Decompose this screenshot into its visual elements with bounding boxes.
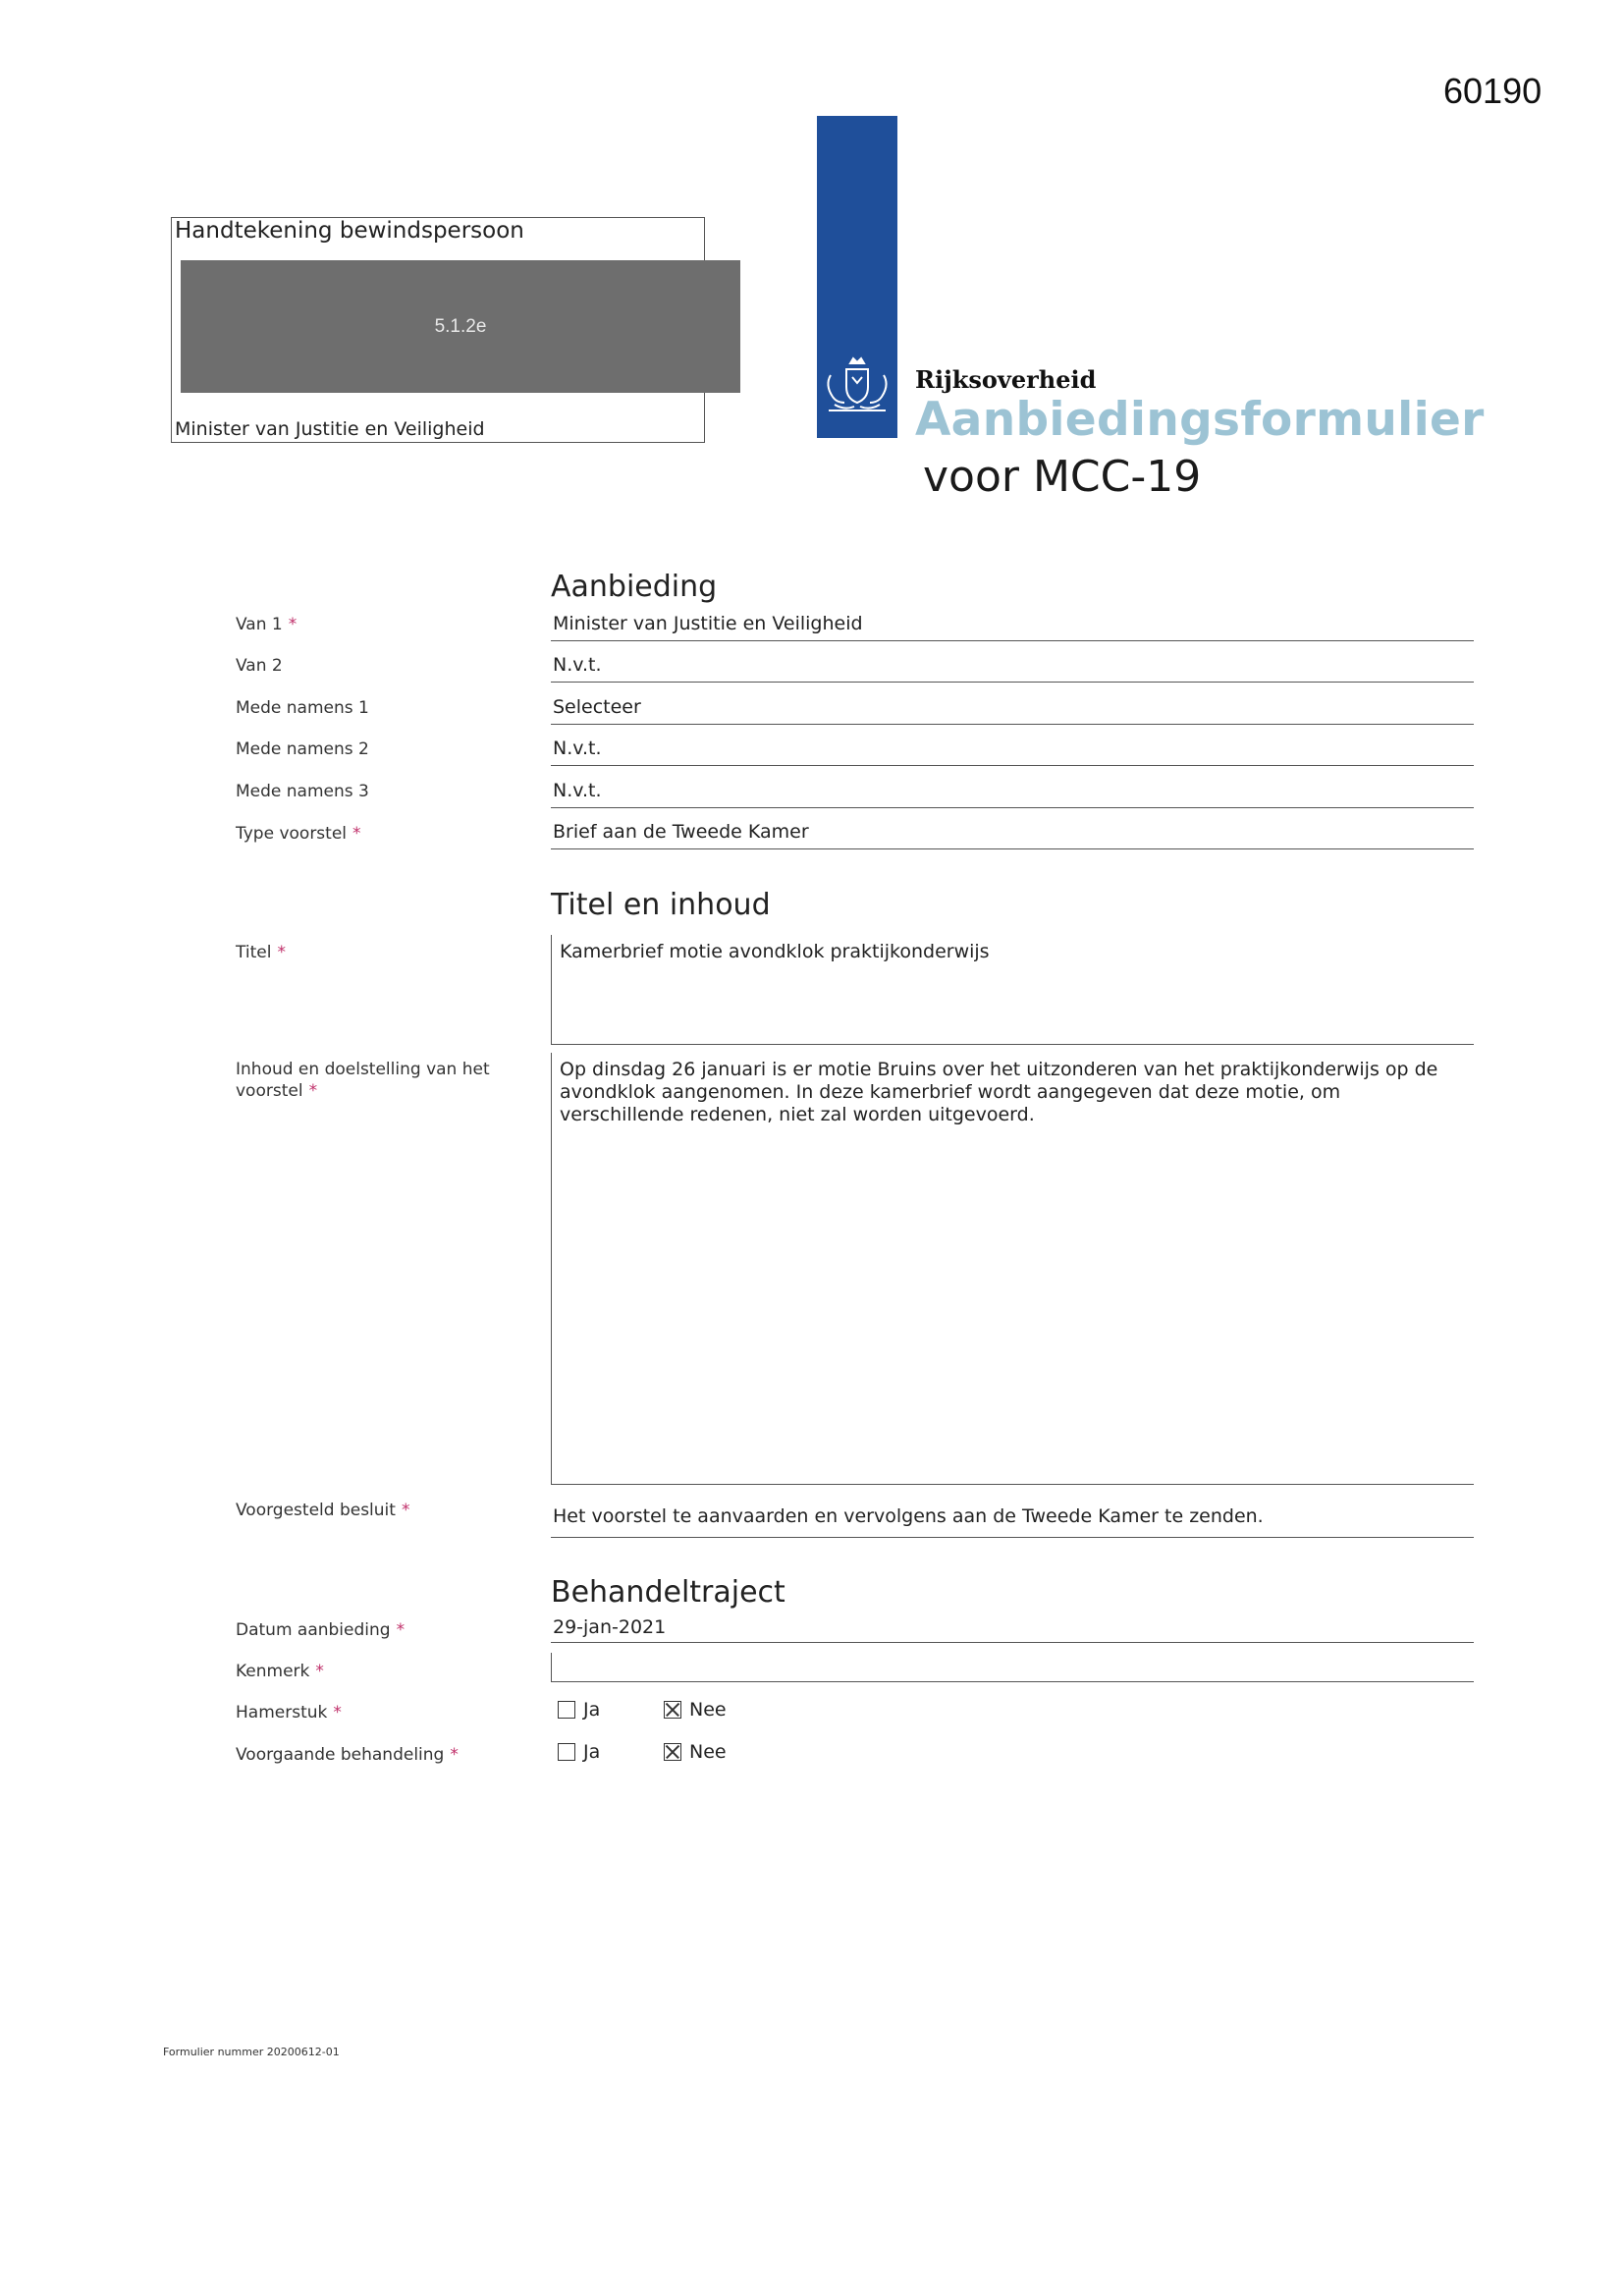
field-underline <box>551 848 1474 849</box>
hamerstuk-ja-label: Ja <box>583 1699 601 1721</box>
label-type: Type voorstel * <box>236 824 361 844</box>
hamerstuk-nee-checkbox[interactable] <box>664 1701 681 1719</box>
label-titel: Titel * <box>236 943 286 962</box>
field-underline <box>551 640 1474 641</box>
field-underline <box>551 724 1474 725</box>
document-number: 60190 <box>1443 71 1543 111</box>
field-underline <box>551 1642 1474 1643</box>
hamerstuk-nee-label: Nee <box>689 1699 727 1721</box>
voorgaande-nee-checkbox[interactable] <box>664 1743 681 1761</box>
required-marker: * <box>277 943 286 962</box>
required-marker: * <box>450 1745 459 1765</box>
form-title: Aanbiedingsformulier <box>915 393 1485 447</box>
hamerstuk-ja-option[interactable] <box>558 1699 664 1721</box>
field-van2[interactable]: N.v.t. <box>553 654 602 676</box>
label-hamerstuk: Hamerstuk * <box>236 1703 342 1722</box>
hamerstuk-options <box>558 1699 727 1721</box>
label-mede3: Mede namens 3 <box>236 782 369 801</box>
label-voorgaande: Voorgaande behandeling * <box>236 1745 459 1765</box>
field-type[interactable]: Brief aan de Tweede Kamer <box>553 821 809 843</box>
label-datum: Datum aanbieding * <box>236 1620 406 1640</box>
section-title-aanbieding: Aanbieding <box>551 570 718 604</box>
label-besluit: Voorgesteld besluit * <box>236 1501 410 1520</box>
field-mede1[interactable]: Selecteer <box>553 696 641 718</box>
section-title-behandeltraject: Behandeltraject <box>551 1575 785 1610</box>
signature-title: Handtekening bewindspersoon <box>175 218 524 244</box>
field-van1[interactable]: Minister van Justitie en Veiligheid <box>553 613 863 634</box>
voorgaande-options <box>558 1741 727 1763</box>
label-kenmerk: Kenmerk * <box>236 1662 324 1681</box>
form-subtitle: voor MCC-19 <box>923 452 1202 502</box>
field-inhoud[interactable]: Op dinsdag 26 januari is er motie Bruins over het uitzonderen van het praktijkonderwijs op de avondklok aangenomen. In deze kamerbrief wordt aangegeven dat deze motie, om verschillende redenen, niet zal worden uitgevoerd. <box>551 1053 1474 1485</box>
field-besluit[interactable]: Het voorstel te aanvaarden en vervolgens aan de Tweede Kamer te zenden. <box>553 1505 1264 1527</box>
voorgaande-ja-option[interactable] <box>558 1741 664 1763</box>
hamerstuk-ja-checkbox[interactable] <box>558 1701 575 1719</box>
signature-redaction <box>181 260 740 393</box>
voorgaande-ja-label: Ja <box>583 1741 601 1763</box>
section-title-titel-inhoud: Titel en inhoud <box>551 888 771 922</box>
voorgaande-ja-checkbox[interactable] <box>558 1743 575 1761</box>
required-marker: * <box>308 1081 318 1101</box>
field-mede2[interactable]: N.v.t. <box>553 738 602 759</box>
label-mede2: Mede namens 2 <box>236 739 369 759</box>
field-underline <box>551 682 1474 683</box>
signature-name: Minister van Justitie en Veiligheid <box>175 418 485 440</box>
field-mede3[interactable]: N.v.t. <box>553 780 602 801</box>
required-marker: * <box>315 1662 324 1681</box>
redaction-code: 5.1.2e <box>434 315 487 337</box>
required-marker: * <box>288 615 298 634</box>
voorgaande-nee-option[interactable] <box>664 1741 727 1763</box>
required-marker: * <box>352 824 361 844</box>
field-kenmerk[interactable] <box>551 1653 1474 1682</box>
form-number-footer: Formulier nummer 20200612-01 <box>163 2046 340 2058</box>
field-underline <box>551 807 1474 808</box>
label-van2: Van 2 <box>236 656 283 676</box>
org-name: Rijksoverheid <box>915 365 1097 394</box>
required-marker: * <box>333 1703 342 1722</box>
voorgaande-nee-label: Nee <box>689 1741 727 1763</box>
hamerstuk-nee-option[interactable] <box>664 1699 727 1721</box>
field-titel[interactable]: Kamerbrief motie avondklok praktijkonderwijs <box>551 935 1474 1045</box>
field-underline <box>551 765 1474 766</box>
field-underline <box>551 1537 1474 1538</box>
required-marker: * <box>396 1620 406 1640</box>
label-mede1: Mede namens 1 <box>236 698 369 718</box>
label-van1: Van 1 * <box>236 615 298 634</box>
required-marker: * <box>401 1501 410 1520</box>
label-inhoud: Inhoud en doelstelling van het voorstel * <box>236 1060 490 1101</box>
field-datum[interactable]: 29-jan-2021 <box>553 1616 667 1638</box>
crest-icon <box>821 355 893 420</box>
